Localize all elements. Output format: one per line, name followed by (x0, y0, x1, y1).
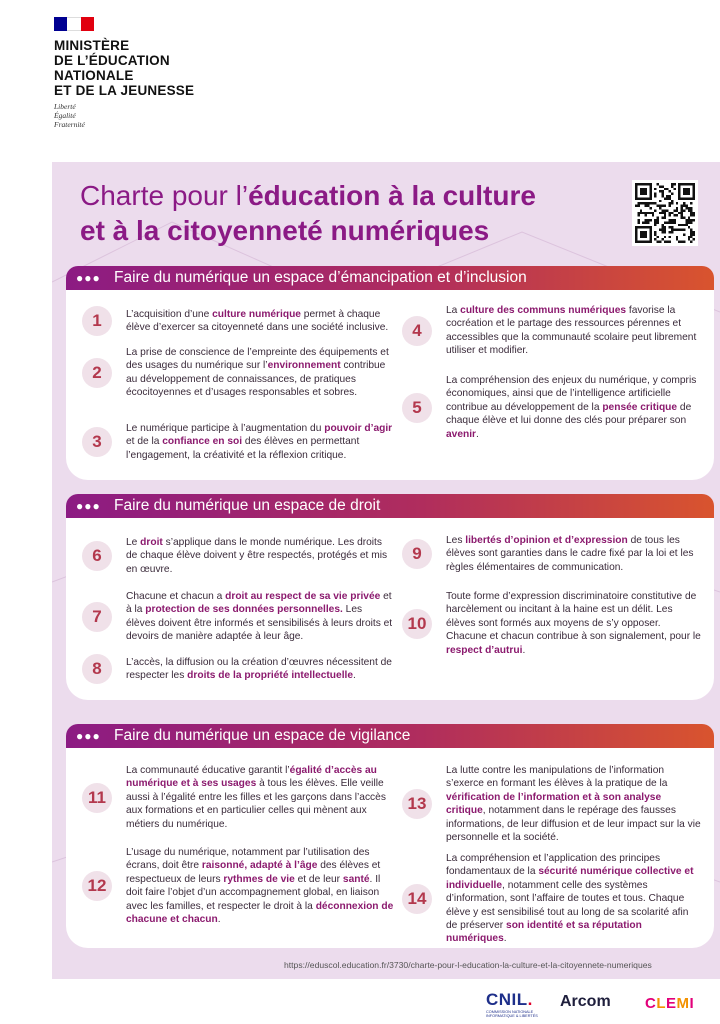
item-number-badge: 9 (402, 539, 432, 569)
charter-item (82, 654, 394, 684)
section-card (66, 290, 714, 480)
item-text: Toute forme d’expression discriminatoire constitutive de harcèlement ou incitant à la haine est un délit. Les élèves sont formés aux moyens de s’y opposer. Chacune et chacun contribue à son signalement, pour le respect d’autrui. (446, 591, 701, 656)
charter-item (402, 374, 702, 441)
charter-item (402, 764, 702, 844)
clemi-letter: L (656, 995, 667, 1012)
item-text: L’accès, la diffusion ou la création d’œuvres nécessitent de respecter les droits de la propriété intellectuelle. (126, 656, 392, 681)
charter-item (402, 590, 702, 657)
item-number-badge: 8 (82, 654, 112, 684)
item-number-badge: 2 (82, 358, 112, 388)
republic-flag-logo (54, 17, 94, 31)
item-number-badge: 3 (82, 427, 112, 457)
republic-motto (54, 102, 85, 129)
item-text: La culture des communs numériques favorise la cocréation et le partage des ressources pérennes et accessibles que la communauté scolaire peut librement utiliser et modifier. (446, 305, 697, 357)
item-number-badge: 12 (82, 871, 112, 901)
section-card (66, 518, 714, 700)
section-vigilance (66, 724, 714, 948)
ministry-name (54, 38, 194, 98)
ministry-line: ET DE LA JEUNESSE (54, 83, 195, 98)
item-number-badge: 10 (402, 609, 432, 639)
clemi-letter: C (645, 995, 657, 1012)
title-part: Charte pour l’ (80, 180, 249, 211)
item-number-badge: 7 (82, 602, 112, 632)
arcom-logo: Arcom (560, 993, 611, 1010)
title-part-bold: et à la citoyenneté numériques (80, 215, 490, 246)
item-text: La compréhension et l’application des principes fondamentaux de la sécurité numérique collective et individuelle, notamment celle des systèmes d’information, sont l’affaire de toutes et tous. Chaque élève y est sensibilisé tout au long de sa scolarité afin de préserver son identité et sa réputation numériques. (446, 853, 694, 945)
section-header (66, 266, 714, 290)
item-number-badge: 14 (402, 884, 432, 914)
section-droit (66, 494, 714, 700)
section-title: Faire du numérique un espace de droit (114, 497, 381, 514)
motto-line: Égalité (54, 111, 76, 120)
clemi-letter: M (676, 995, 690, 1012)
charter-item (82, 764, 394, 831)
motto-line: Liberté (54, 102, 76, 111)
flag-white-stripe (67, 17, 80, 31)
dots-icon: ●●● (76, 499, 101, 513)
clemi-logo (645, 995, 694, 1012)
item-text: La prise de conscience de l’empreinte des équipements et des usages du numérique sur l’environnement contribue au développement de connaissances, de pratiques écocitoyennes et d’usages responsables et sobres. (126, 347, 389, 399)
dots-icon: ●●● (76, 271, 101, 285)
section-title: Faire du numérique un espace d’émancipation et d’inclusion (114, 269, 527, 286)
charter-item (82, 306, 394, 336)
charter-item (82, 536, 394, 576)
item-text: Le droit s’applique dans le monde numérique. Les droits de chaque élève doivent y être respectés, protégés et mis en œuvre. (126, 537, 388, 575)
flag-red-stripe (81, 17, 94, 31)
cnil-logo-dot: . (527, 990, 533, 1009)
flag-blue-stripe (54, 17, 67, 31)
section-card (66, 748, 714, 948)
clemi-letter: E (666, 995, 677, 1012)
section-title: Faire du numérique un espace de vigilance (114, 727, 411, 744)
cnil-logo (486, 990, 544, 1018)
qr-code-icon[interactable] (632, 180, 698, 246)
charter-item (82, 846, 394, 926)
section-header (66, 724, 714, 748)
item-number-badge: 13 (402, 789, 432, 819)
item-number-badge: 1 (82, 306, 112, 336)
ministry-line: NATIONALE (54, 68, 134, 83)
charter-item (402, 304, 702, 358)
cnil-logo-text: CNIL (486, 990, 528, 1009)
item-text: La communauté éducative garantit l’égalité d’accès au numérique et à ses usages à tous les élèves. Elle veille aussi à l’égalité entre les filles et les garçons dans l’accès aux formations et en particulier celles qui mènent aux métiers du numérique. (126, 765, 386, 830)
charter-item (402, 852, 702, 946)
title-part-bold: éducation à la culture (248, 180, 536, 211)
charter-item (82, 422, 394, 462)
item-number-badge: 6 (82, 541, 112, 571)
ministry-line: MINISTÈRE (54, 38, 130, 53)
item-number-badge: 4 (402, 316, 432, 346)
dots-icon: ●●● (76, 729, 101, 743)
ministry-line: DE L’ÉDUCATION (54, 53, 170, 68)
item-number-badge: 5 (402, 393, 432, 423)
item-text: La compréhension des enjeux du numérique, y compris économiques, ainsi que de l’intelligence artificielle contribue au développement de la pensée critique de chaque élève et lui donne des clés pour préparer son avenir. (446, 375, 697, 440)
charter-item (82, 590, 394, 644)
section-header (66, 494, 714, 518)
charter-item (82, 346, 394, 400)
clemi-letter: I (689, 995, 695, 1012)
item-text: Les libertés d’opinion et d’expression de tous les élèves sont garanties dans le cadre fixé par la loi et les règles élémentaires de communication. (446, 535, 694, 573)
item-number-badge: 11 (82, 783, 112, 813)
eduscol-link[interactable]: https://eduscol.education.fr/3730/charte-pour-l-education-la-culture-et-la-citoyennete-numeriques (284, 960, 652, 970)
cnil-logo-subtitle: COMMISSION NATIONALE INFORMATIQUE & LIBERTÉS (486, 1010, 538, 1019)
page-title (80, 178, 640, 248)
charter-poster (52, 162, 720, 979)
item-text: Chacune et chacun a droit au respect de sa vie privée et à la protection de ses données personnelles. Les élèves doivent être informés et sensibilisés à leurs droits et devoirs de manière adaptée à leur âge. (126, 591, 393, 643)
item-text: La lutte contre les manipulations de l’information s’exerce en formant les élèves à la pratique de la vérification de l’information et à son analyse critique, notamment dans le repérage des fausses informations, de leur diffusion et de leur impact sur la vie personnelle et la société. (446, 765, 701, 844)
charter-item (402, 534, 702, 574)
motto-line: Fraternité (54, 120, 85, 129)
section-emancipation (66, 266, 714, 480)
item-text: L’acquisition d’une culture numérique permet à chaque élève d’exercer sa citoyenneté dans une société inclusive. (126, 308, 389, 333)
item-text: Le numérique participe à l’augmentation du pouvoir d’agir et de la confiance en soi des élèves en permettant l’engagement, la créativité et la réflexion critique. (126, 423, 393, 461)
item-text: L’usage du numérique, notamment par l’utilisation des écrans, doit être raisonné, adapté à l’âge des élèves et respectueux de leurs rythmes de vie et de leur santé. Il doit faire l’objet d’un accompagnement global, en liaison avec les familles, et respecter le droit à la déconnexion de chacune et chacun. (126, 847, 394, 926)
